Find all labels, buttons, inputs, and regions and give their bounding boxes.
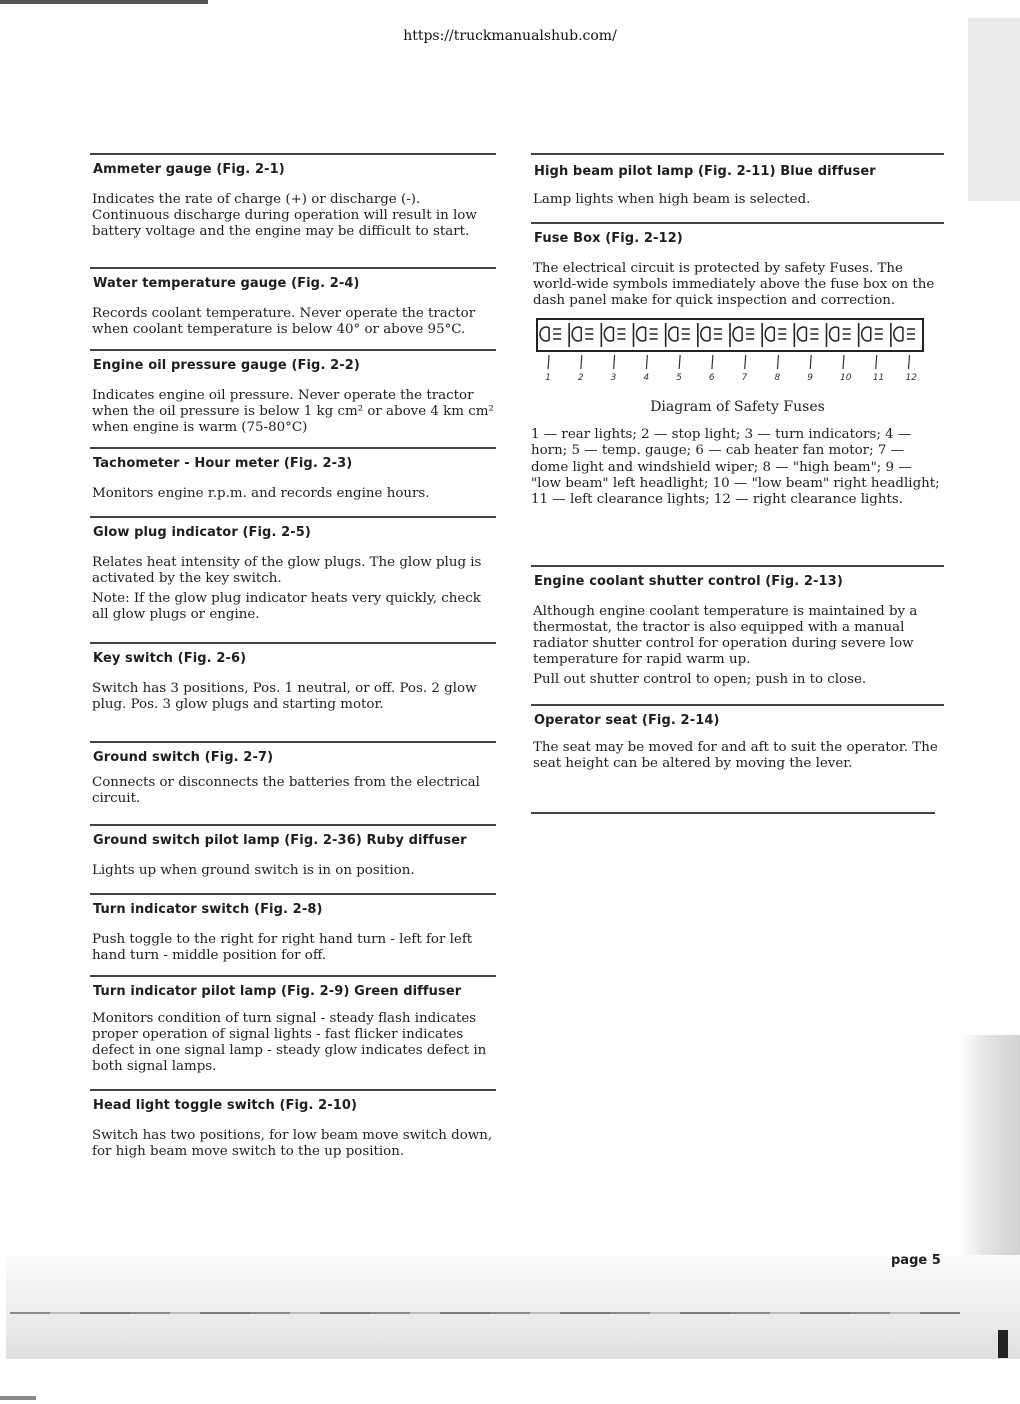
fuse-leg bbox=[614, 355, 615, 369]
scan-artifact-footer bbox=[6, 1255, 1020, 1359]
scan-artifact-line bbox=[10, 1312, 960, 1314]
paragraph: The seat may be moved for and aft to suit the operator. The seat height can be altered by moving the lever. bbox=[533, 740, 938, 771]
scan-artifact-top bbox=[0, 0, 208, 4]
source-url[interactable]: https://truckmanualshub.com/ bbox=[403, 28, 617, 44]
fuse-leg bbox=[548, 355, 549, 369]
fuse-number: 11 bbox=[872, 373, 885, 383]
fuse-leg bbox=[909, 355, 910, 369]
fuse-number: 8 bbox=[774, 373, 781, 383]
section-body bbox=[90, 666, 496, 713]
section-body bbox=[90, 291, 496, 338]
section-body bbox=[90, 471, 496, 502]
fuse-number: 1 bbox=[545, 373, 551, 383]
fuse-number: 3 bbox=[610, 373, 617, 383]
paragraph: Connects or disconnects the batteries from the electrical circuit. bbox=[92, 775, 480, 806]
section-body bbox=[90, 848, 496, 879]
fuse-leg bbox=[581, 355, 582, 369]
section-title: Key switch (Fig. 2-6) bbox=[93, 651, 247, 666]
paragraph: Switch has 3 positions, Pos. 1 neutral, or off. Pos. 2 glow plug. Pos. 3 glow plugs and starting motor. bbox=[92, 681, 477, 712]
section-body bbox=[90, 373, 496, 436]
section-title: Ground switch (Fig. 2-7) bbox=[93, 750, 274, 765]
section-title: Water temperature gauge (Fig. 2-4) bbox=[93, 276, 360, 291]
section-ammeter bbox=[90, 153, 496, 267]
paragraph: Lamp lights when high beam is selected. bbox=[533, 192, 811, 207]
section-body bbox=[90, 1113, 496, 1160]
paragraph: Indicates engine oil pressure. Never operate the tractor when the oil pressure is below 1 kg cm² or above 4 km cm² when engine is warm (75-80°C) bbox=[92, 388, 494, 435]
section-body bbox=[531, 179, 944, 208]
section-fuse-box bbox=[531, 222, 944, 565]
fuse-number: 2 bbox=[577, 373, 584, 383]
left-column bbox=[90, 153, 496, 1171]
fuse-number: 10 bbox=[839, 373, 852, 383]
section-turn-indicator-switch bbox=[90, 893, 496, 975]
fuse-box-diagram bbox=[535, 317, 925, 383]
fuse-number: 6 bbox=[708, 373, 715, 383]
section-title: Engine coolant shutter control (Fig. 2-13) bbox=[534, 574, 843, 589]
section-body bbox=[90, 917, 496, 964]
fuse-leg bbox=[876, 355, 877, 369]
paragraph: Switch has two positions, for low beam move switch down, for high beam move switch to the up position. bbox=[92, 1128, 493, 1159]
section-body bbox=[90, 765, 496, 807]
paragraph: Records coolant temperature. Never operate the tractor when coolant temperature is below 40° or above 95°C. bbox=[92, 306, 476, 337]
section-title: Head light toggle switch (Fig. 2-10) bbox=[93, 1098, 358, 1113]
page-number: page 5 bbox=[891, 1253, 941, 1268]
paragraph: Indicates the rate of charge (+) or discharge (-). Continuous discharge during operation will result in low battery voltage and the engine may be difficult to start. bbox=[92, 192, 477, 239]
section-coolant-shutter bbox=[531, 565, 944, 704]
paragraph: Pull out shutter control to open; push in to close. bbox=[533, 672, 867, 687]
section-head-light-switch bbox=[90, 1089, 496, 1171]
fuse-number: 4 bbox=[643, 373, 650, 383]
section-body bbox=[531, 728, 944, 772]
section-title: Glow plug indicator (Fig. 2-5) bbox=[93, 525, 311, 540]
section-high-beam-lamp bbox=[531, 153, 944, 222]
paragraph: Monitors condition of turn signal - steady flash indicates proper operation of signal lights - fast flicker indicates defect in one signal lamp - steady glow indicates defect in both signal lamps. bbox=[92, 1011, 487, 1074]
section-body bbox=[90, 177, 496, 240]
section-title: Engine oil pressure gauge (Fig. 2-2) bbox=[93, 358, 360, 373]
fuse-legend: 1 — rear lights; 2 — stop light; 3 — turn indicators; 4 — horn; 5 — temp. gauge; 6 — cab heater fan motor; 7 — dome light and windshield wiper; 8 — "high beam"; 9 — "low beam" left headlight; 10 — "low beam" right headlight; 11 — left clearance lights; 12 — right clearance lights. bbox=[531, 427, 940, 508]
section-body bbox=[90, 999, 496, 1075]
section-key-switch bbox=[90, 642, 496, 741]
scan-artifact-side bbox=[968, 18, 1020, 201]
fuse-leg bbox=[745, 355, 746, 369]
scan-artifact-corner bbox=[0, 1396, 36, 1400]
paragraph: Monitors engine r.p.m. and records engine hours. bbox=[92, 486, 430, 501]
fuse-leg bbox=[646, 355, 647, 369]
end-rule bbox=[531, 812, 935, 814]
note-paragraph: Note: If the glow plug indicator heats very quickly, check all glow plugs or engine. bbox=[92, 591, 481, 622]
paragraph: The electrical circuit is protected by safety Fuses. The world-wide symbols immediately above the fuse box on the dash panel make for quick inspection and correction. bbox=[533, 261, 935, 308]
section-title: Turn indicator switch (Fig. 2-8) bbox=[93, 902, 323, 917]
section-tachometer bbox=[90, 447, 496, 516]
fuse-number: 9 bbox=[807, 373, 813, 383]
section-ground-switch bbox=[90, 741, 496, 824]
section-glow-plug bbox=[90, 516, 496, 642]
paragraph: Push toggle to the right for right hand turn - left for left hand turn - middle position for off. bbox=[92, 932, 473, 963]
diagram-caption: Diagram of Safety Fuses bbox=[650, 399, 825, 415]
fuse-leg bbox=[810, 355, 811, 369]
scan-artifact-tab bbox=[998, 1330, 1008, 1358]
section-ground-pilot-lamp bbox=[90, 824, 496, 893]
section-title: Ground switch pilot lamp (Fig. 2-36) Ruby diffuser bbox=[93, 833, 467, 848]
section-body bbox=[531, 589, 944, 688]
section-turn-indicator-lamp bbox=[90, 975, 496, 1089]
section-title: Operator seat (Fig. 2-14) bbox=[534, 713, 720, 728]
section-title: Tachometer - Hour meter (Fig. 2-3) bbox=[93, 456, 353, 471]
right-column bbox=[531, 153, 944, 814]
fuse-number: 7 bbox=[741, 373, 748, 383]
section-operator-seat bbox=[531, 704, 944, 812]
fuse-leg bbox=[777, 355, 778, 369]
section-body bbox=[90, 540, 496, 623]
fuse-number: 12 bbox=[905, 373, 917, 383]
section-water-temperature bbox=[90, 267, 496, 349]
fuse-number: 5 bbox=[676, 373, 682, 383]
paragraph: Relates heat intensity of the glow plugs. The glow plug is activated by the key switch. bbox=[92, 555, 482, 586]
section-body bbox=[531, 246, 944, 309]
fuse-leg bbox=[679, 355, 680, 369]
section-title: Ammeter gauge (Fig. 2-1) bbox=[93, 162, 285, 177]
fuse-leg bbox=[843, 355, 844, 369]
paragraph: Lights up when ground switch is in on position. bbox=[92, 863, 415, 878]
section-title: Fuse Box (Fig. 2-12) bbox=[534, 231, 683, 246]
paragraph: Although engine coolant temperature is maintained by a thermostat, the tractor is also equipped with a manual radiator shutter control for operation during severe low temperature for rapid warm up. bbox=[533, 604, 918, 667]
section-title: High beam pilot lamp (Fig. 2-11) Blue diffuser bbox=[534, 164, 876, 179]
section-oil-pressure bbox=[90, 349, 496, 447]
section-title: Turn indicator pilot lamp (Fig. 2-9) Green diffuser bbox=[93, 984, 462, 999]
fuse-leg bbox=[712, 355, 713, 369]
